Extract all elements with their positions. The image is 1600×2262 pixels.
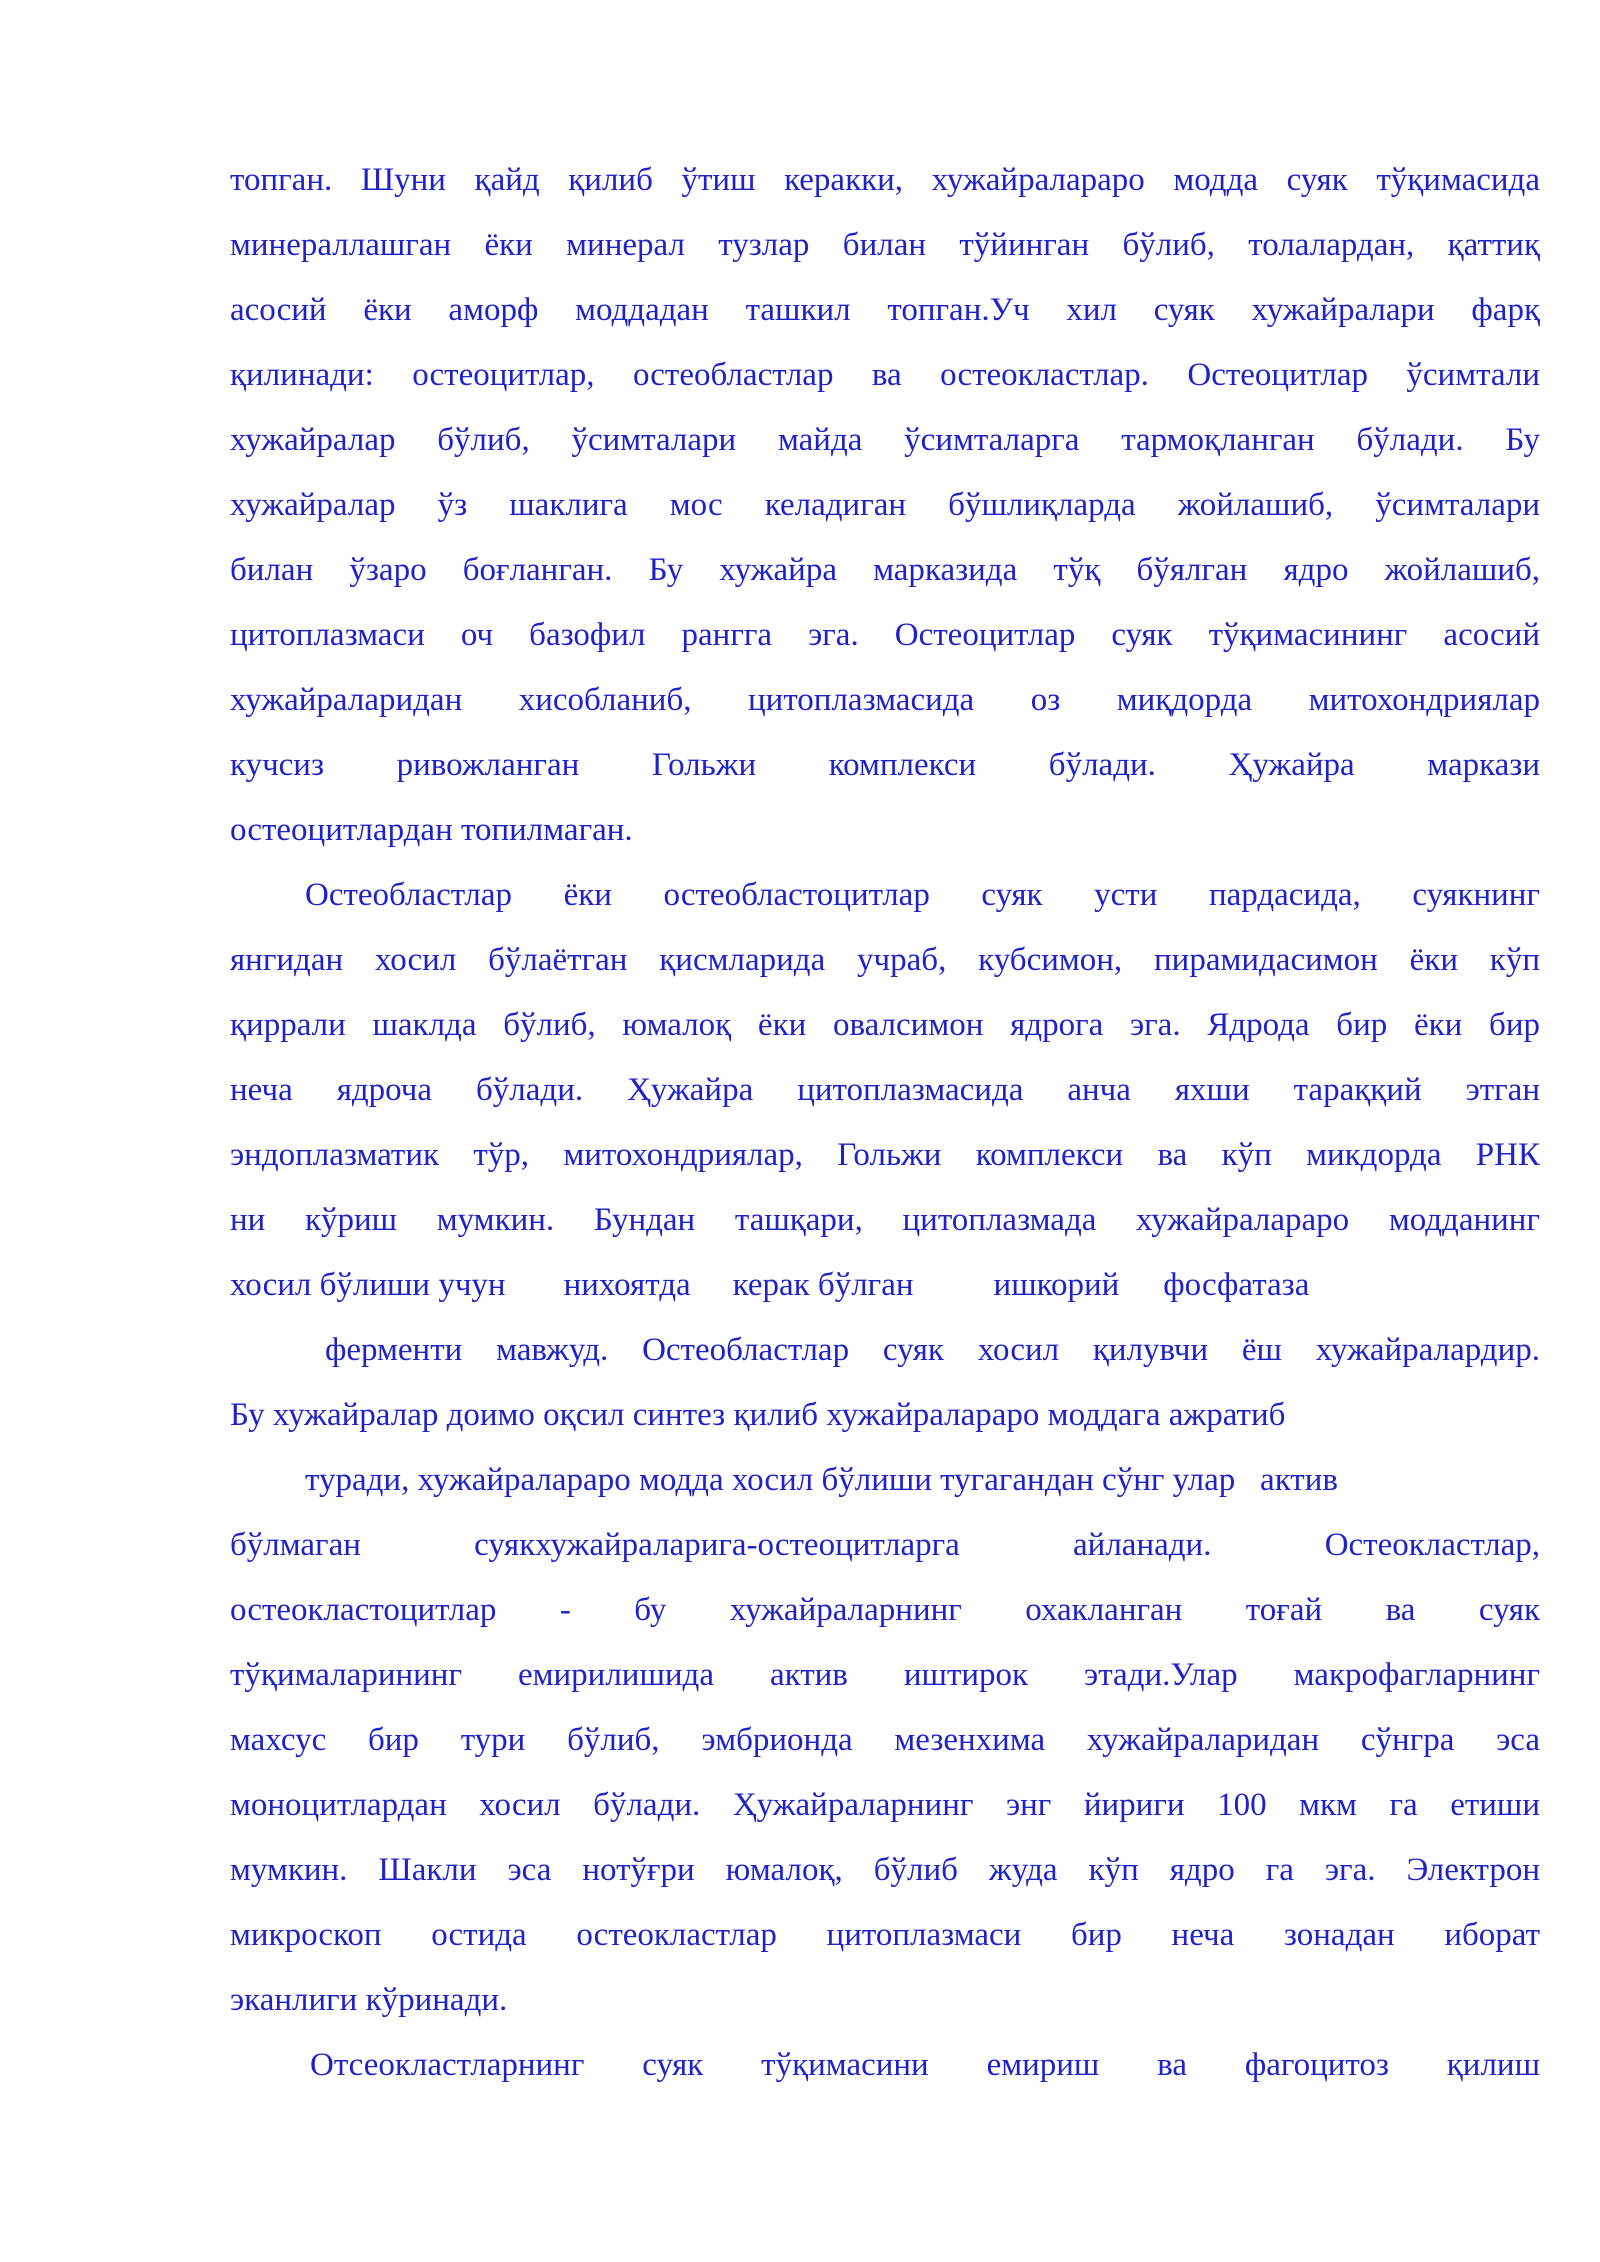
text-line: топган. Шуни қайд қилиб ўтиш керакки, хужайралараро модда суяк тўқимасида — [230, 162, 1540, 198]
text-line: билан ўзаро боғланган. Бу хужайра марказида тўқ бўялган ядро жойлашиб, — [230, 552, 1540, 588]
text-line: ферменти мавжуд. Остеобластлар суяк хосил қилувчи ёш хужайралардир. — [325, 1332, 1540, 1368]
text-line: асосий ёки аморф моддадан ташкил топган.Уч хил суяк хужайралари фарқ — [230, 292, 1540, 328]
text-fragment: ишкорий — [993, 1267, 1120, 1303]
document-body — [230, 148, 1540, 2098]
text-line: хужайралар ўз шаклига мос келадиган бўшлиқларда жойлашиб, ўсимталари — [230, 487, 1540, 523]
text-line: махсус бир тури бўлиб, эмбрионда мезенхима хужайраларидан сўнгра эса — [230, 1722, 1540, 1758]
text-line: неча ядроча бўлади. Ҳужайра цитоплазмасида анча яхши тараққий этган — [230, 1072, 1540, 1108]
text-line: остеоцитлардан топилмаган. — [230, 812, 633, 848]
text-line: Бу хужайралар доимо оқсил синтез қилиб хужайралараро моддага ажратиб — [230, 1397, 1286, 1433]
paragraph-first-line: Отсеокластларнинг суяк тўқимасини емириш ва фагоцитоз қилиш — [310, 2047, 1540, 2083]
text-line: хужайралар бўлиб, ўсимталари майда ўсимталарга тармоқланган бўлади. Бу — [230, 422, 1540, 458]
text-fragment: керак бўлган — [732, 1267, 914, 1303]
text-fragment: фосфатаза — [1163, 1267, 1310, 1303]
text-line: бўлмаган суякхужайраларига-остеоцитларга айланади. Остеокластлар, — [230, 1527, 1540, 1563]
text-line: эндоплазматик тўр, митохондриялар, Гольжи комплекси ва кўп микдорда РНК — [230, 1137, 1540, 1173]
text-line: цитоплазмаси оч базофил рангга эга. Остеоцитлар суяк тўқимасининг асосий — [230, 617, 1540, 653]
text-line: микроскоп остида остеокластлар цитоплазмаси бир неча зонадан иборат — [230, 1917, 1540, 1953]
text-line-spaced — [230, 1253, 1540, 1318]
text-line: қиррали шаклда бўлиб, юмалоқ ёки овалсимон ядрога эга. Ядрода бир ёки бир — [230, 1007, 1540, 1043]
text-line: тўқималарининг емирилишида актив иштирок этади.Улар макрофагларнинг — [230, 1657, 1540, 1693]
text-line: эканлиги кўринади. — [230, 1982, 508, 2018]
text-line: кучсиз ривожланган Гольжи комплекси бўлади. Ҳужайра маркази — [230, 747, 1540, 783]
text-line: туради, хужайралараро модда хосил бўлиши тугагандан сўнг улар актив — [305, 1462, 1338, 1498]
text-line: моноцитлардан хосил бўлади. Ҳужайраларнинг энг йириги 100 мкм га етиши — [230, 1787, 1540, 1823]
paragraph-first-line: Остеобластлар ёки остеобластоцитлар суяк усти пардасида, суякнинг — [305, 877, 1540, 913]
text-line: ни кўриш мумкин. Бундан ташқари, цитоплазмада хужайралараро модданинг — [230, 1202, 1540, 1238]
text-fragment: хосил бўлиши учун — [230, 1267, 506, 1303]
text-line: мумкин. Шакли эса нотўғри юмалоқ, бўлиб жуда кўп ядро га эга. Электрон — [230, 1852, 1540, 1888]
text-line: остеокластоцитлар - бу хужайраларнинг охакланган тоғай ва суяк — [230, 1592, 1540, 1628]
text-line: қилинади: остеоцитлар, остеобластлар ва остеокластлар. Остеоцитлар ўсимтали — [230, 357, 1540, 393]
text-line: янгидан хосил бўлаётган қисмларида учраб, кубсимон, пирамидасимон ёки кўп — [230, 942, 1540, 978]
text-line: минераллашган ёки минерал тузлар билан тўйинган бўлиб, толалардан, қаттиқ — [230, 227, 1540, 263]
text-fragment: нихоятда — [563, 1267, 691, 1303]
text-line: хужайраларидан хисобланиб, цитоплазмасида оз миқдорда митохондриялар — [230, 682, 1540, 718]
